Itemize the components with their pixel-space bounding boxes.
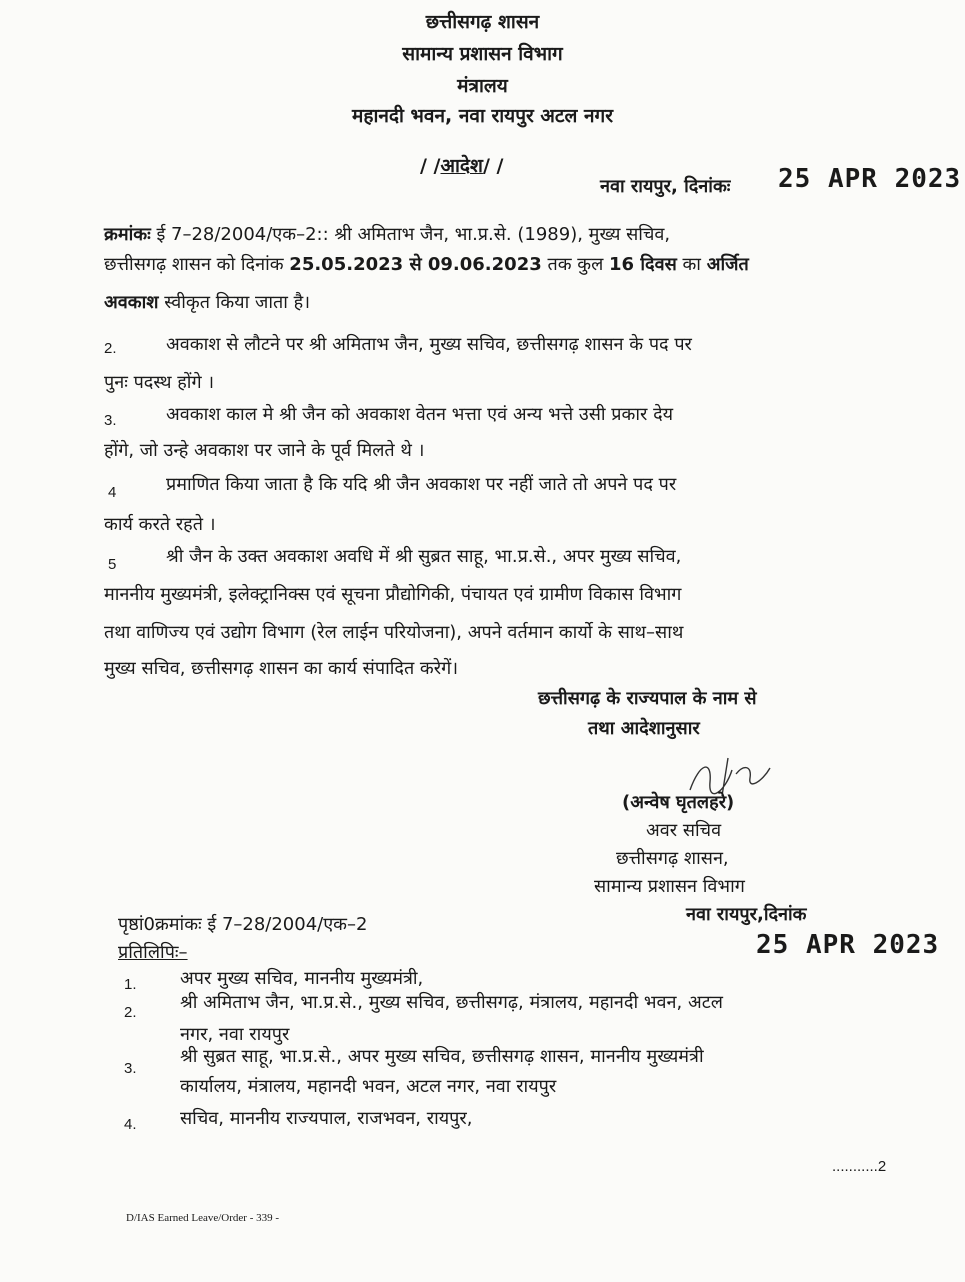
order-title-slashes-right: / /: [482, 155, 504, 177]
para1-line1: [104, 222, 670, 246]
leave-type: अर्जित: [706, 254, 749, 275]
order-title-slashes-left: / /: [420, 155, 441, 177]
copy-3-line2: कार्यालय, मंत्रालय, महानदी भवन, अटल नगर, नवा रायपुर: [180, 1076, 557, 1097]
endorsement-ref-value: ई 7–28/2004/एक–2: [201, 914, 368, 935]
copy-1-number: 1.: [124, 976, 137, 993]
page-continuation: ...........2: [832, 1158, 887, 1175]
copy-to-label: प्रतिलिपिः–: [118, 942, 188, 963]
order-number-label: क्रमांकः: [104, 224, 151, 245]
para5-line2: माननीय मुख्यमंत्री, इलेक्ट्रानिक्स एवं सूचना प्रौद्योगिकी, पंचायत एवं ग्रामीण विकास विभाग: [104, 584, 682, 605]
order-title: [420, 152, 503, 178]
copy-1-line1: अपर मुख्य सचिव, माननीय मुख्यमंत्री,: [180, 968, 424, 989]
copy-2-line1: श्री अमिताभ जैन, भा.प्र.से., मुख्य सचिव, छत्तीसगढ़, मंत्रालय, महानदी भवन, अटल: [180, 992, 723, 1013]
date-stamp: 25 APR 2023: [778, 164, 962, 194]
copy-2-line2: नगर, नवा रायपुर: [180, 1024, 290, 1045]
header-address: महानदी भवन, नवा रायपुर अटल नगर: [352, 105, 613, 127]
para2-line1: अवकाश से लौटने पर श्री अमिताभ जैन, मुख्य सचिव, छत्तीसगढ़ शासन के पद पर: [166, 334, 692, 355]
signatory-designation: अवर सचिव: [646, 820, 722, 841]
para1-line2: [104, 252, 749, 276]
signatory-department: सामान्य प्रशासन विभाग: [594, 876, 745, 897]
para5-number: 5: [108, 556, 117, 573]
copy-3-line1: श्री सुब्रत साहू, भा.प्र.से., अपर मुख्य सचिव, छत्तीसगढ़ शासन, माननीय मुख्यमंत्री: [180, 1046, 704, 1067]
place-date-label: नवा रायपुर, दिनांकः: [600, 176, 731, 197]
para5-line4: मुख्य सचिव, छत्तीसगढ़ शासन का कार्य संपादित करेगें।: [104, 658, 459, 679]
leave-type-cont: अवकाश: [104, 292, 159, 313]
copy-2-number: 2.: [124, 1004, 137, 1021]
p1-text-b: से: [403, 254, 428, 275]
para1-line3: [104, 290, 310, 314]
para5-line1: श्री जैन के उक्त अवकाश अवधि में श्री सुब्रत साहू, भा.प्र.से., अपर मुख्य सचिव,: [166, 546, 682, 567]
copy-4-line1: सचिव, माननीय राज्यपाल, राजभवन, रायपुर,: [180, 1108, 473, 1129]
order-title-text: आदेश: [440, 155, 483, 177]
para2-line2: पुनः पदस्थ होंगे ।: [104, 372, 215, 393]
leave-days: 16 दिवस: [609, 254, 677, 275]
p1-text-c: तक कुल: [541, 254, 610, 275]
leave-end-date: 09.06.2023: [427, 254, 542, 275]
signatory-government: छत्तीसगढ़ शासन,: [616, 848, 729, 869]
authority-line1: छत्तीसगढ़ के राज्यपाल के नाम से: [538, 688, 757, 709]
order-number-text: ई 7–28/2004/एक–2:: श्री अमिताभ जैन, भा.प्र.से. (1989), मुख्य सचिव,: [150, 224, 671, 245]
header-department: सामान्य प्रशासन विभाग: [402, 43, 563, 65]
para3-line1: अवकाश काल मे श्री जैन को अवकाश वेतन भत्ता एवं अन्य भत्ते उसी प्रकार देय: [166, 404, 674, 425]
para2-number: 2.: [104, 340, 117, 357]
endorsement-ref: [118, 912, 367, 936]
leave-start-date: 25.05.2023: [289, 254, 404, 275]
header-government: छत्तीसगढ़ शासन: [425, 11, 540, 33]
p1-text-e: स्वीकृत किया जाता है।: [158, 292, 311, 313]
para4-line2: कार्य करते रहते ।: [104, 514, 216, 535]
signatory-name: (अन्वेष घृतलहरे): [622, 792, 735, 813]
endorsement-date-stamp: 25 APR 2023: [756, 930, 940, 960]
authority-line2: तथा आदेशानुसार: [588, 718, 700, 739]
para4-line1: प्रमाणित किया जाता है कि यदि श्री जैन अवकाश पर नहीं जाते तो अपने पद पर: [166, 474, 677, 495]
para4-number: 4: [108, 484, 117, 501]
copy-4-number: 4.: [124, 1116, 137, 1133]
endorsement-place-date: नवा रायपुर,दिनांक: [686, 904, 807, 925]
endorsement-ref-label: पृष्ठां0क्रमांकः: [118, 914, 202, 935]
header-ministry: मंत्रालय: [457, 75, 508, 97]
para5-line3: तथा वाणिज्य एवं उद्योग विभाग (रेल लाईन परियोजना), अपने वर्तमान कार्यो के साथ–साथ: [104, 622, 684, 643]
footer-reference: D/IAS Earned Leave/Order - 339 -: [126, 1212, 280, 1224]
para3-line2: होंगे, जो उन्हे अवकाश पर जाने के पूर्व मिलते थे ।: [104, 440, 425, 461]
copy-3-number: 3.: [124, 1060, 137, 1077]
p1-text-a: छत्तीसगढ़ शासन को दिनांक: [104, 254, 290, 275]
para3-number: 3.: [104, 412, 117, 429]
p1-text-d: का: [676, 254, 707, 275]
